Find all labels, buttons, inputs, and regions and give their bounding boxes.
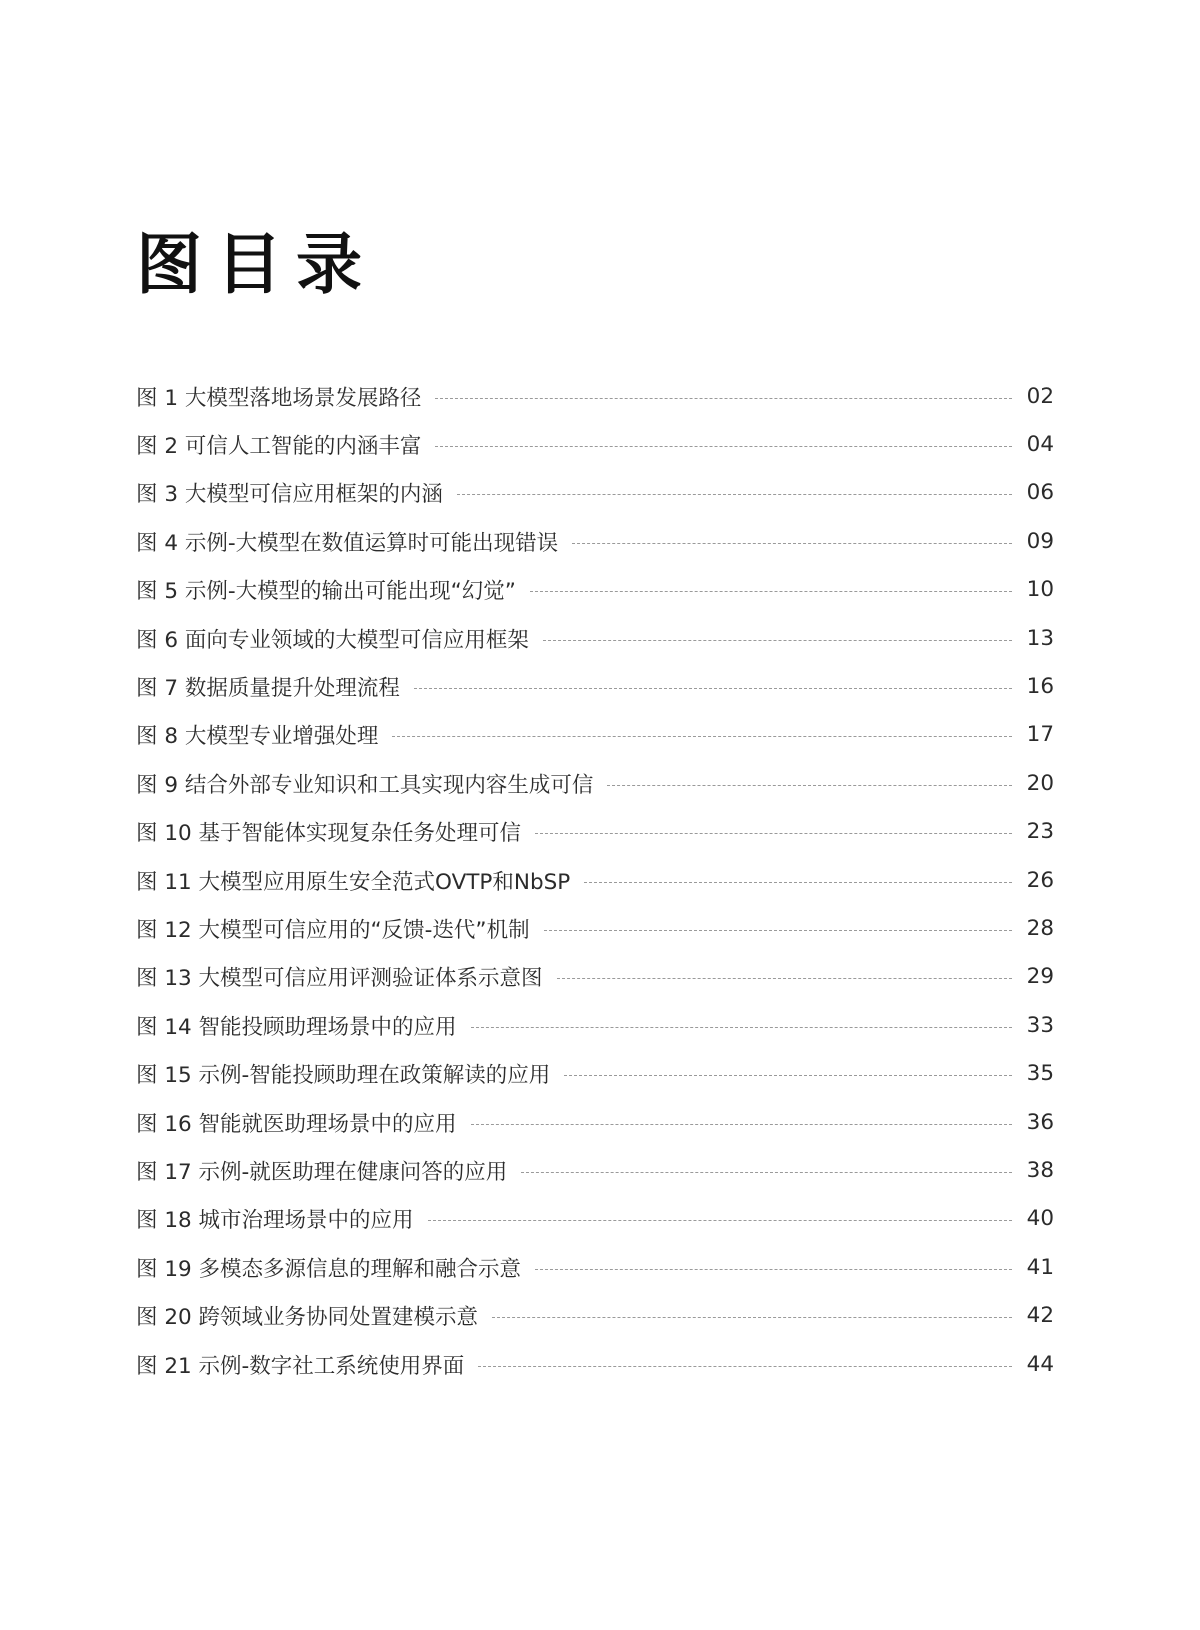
toc-entry[interactable] bbox=[136, 711, 1054, 759]
entry-page-number: 40 bbox=[1026, 1206, 1054, 1232]
entry-page-number: 33 bbox=[1026, 1012, 1054, 1038]
dotted-leader bbox=[584, 882, 1012, 883]
entry-label: 图 15 示例-智能投顾助理在政策解读的应用 bbox=[136, 1063, 551, 1089]
entry-page-number: 42 bbox=[1026, 1303, 1054, 1329]
entry-page-number: 13 bbox=[1026, 625, 1054, 651]
dotted-leader bbox=[435, 446, 1012, 447]
toc-entry[interactable] bbox=[136, 808, 1054, 856]
dotted-leader bbox=[543, 640, 1012, 641]
dotted-leader bbox=[544, 930, 1012, 931]
toc-entry[interactable] bbox=[136, 856, 1054, 904]
toc-entry[interactable] bbox=[136, 1243, 1054, 1291]
dotted-leader bbox=[564, 1075, 1012, 1076]
dotted-leader bbox=[530, 591, 1012, 592]
entry-page-number: 20 bbox=[1026, 770, 1054, 796]
entry-label: 图 21 示例-数字社工系统使用界面 bbox=[136, 1353, 465, 1379]
entry-label: 图 1 大模型落地场景发展路径 bbox=[136, 385, 422, 411]
entry-page-number: 35 bbox=[1026, 1061, 1054, 1087]
entry-label: 图 8 大模型专业增强处理 bbox=[136, 724, 379, 750]
entry-label: 图 7 数据质量提升处理流程 bbox=[136, 676, 400, 702]
toc-entry[interactable] bbox=[136, 953, 1054, 1001]
entry-page-number: 44 bbox=[1026, 1351, 1054, 1377]
dotted-leader bbox=[607, 785, 1012, 786]
toc-entry[interactable] bbox=[136, 566, 1054, 614]
entry-page-number: 09 bbox=[1026, 528, 1054, 554]
entry-label: 图 18 城市治理场景中的应用 bbox=[136, 1208, 414, 1234]
toc-entry[interactable] bbox=[136, 1195, 1054, 1243]
page-title: 图目录 bbox=[136, 226, 376, 303]
toc-entry[interactable] bbox=[136, 1146, 1054, 1194]
toc-entry[interactable] bbox=[136, 662, 1054, 710]
entry-label: 图 10 基于智能体实现复杂任务处理可信 bbox=[136, 821, 522, 847]
entry-page-number: 26 bbox=[1026, 867, 1054, 893]
entry-page-number: 38 bbox=[1026, 1157, 1054, 1183]
dotted-leader bbox=[557, 978, 1012, 979]
entry-label: 图 4 示例-大模型在数值运算时可能出现错误 bbox=[136, 530, 559, 556]
entry-page-number: 23 bbox=[1026, 819, 1054, 845]
figure-list bbox=[136, 372, 1054, 1388]
toc-entry[interactable] bbox=[136, 469, 1054, 517]
entry-page-number: 06 bbox=[1026, 480, 1054, 506]
entry-page-number: 41 bbox=[1026, 1254, 1054, 1280]
entry-page-number: 29 bbox=[1026, 964, 1054, 990]
toc-entry[interactable] bbox=[136, 759, 1054, 807]
entry-page-number: 28 bbox=[1026, 915, 1054, 941]
dotted-leader bbox=[535, 1269, 1012, 1270]
toc-entry[interactable] bbox=[136, 614, 1054, 662]
dotted-leader bbox=[428, 1220, 1012, 1221]
entry-label: 图 2 可信人工智能的内涵丰富 bbox=[136, 434, 422, 460]
entry-label: 图 19 多模态多源信息的理解和融合示意 bbox=[136, 1256, 522, 1282]
entry-page-number: 17 bbox=[1026, 722, 1054, 748]
entry-label: 图 11 大模型应用原生安全范式OVTP和NbSP bbox=[136, 869, 571, 895]
dotted-leader bbox=[492, 1317, 1012, 1318]
entry-label: 图 5 示例-大模型的输出可能出现“幻觉” bbox=[136, 579, 516, 605]
entry-label: 图 3 大模型可信应用框架的内涵 bbox=[136, 482, 443, 508]
entry-label: 图 16 智能就医助理场景中的应用 bbox=[136, 1111, 457, 1137]
toc-entry[interactable] bbox=[136, 1340, 1054, 1388]
dotted-leader bbox=[521, 1172, 1012, 1173]
dotted-leader bbox=[392, 736, 1012, 737]
dotted-leader bbox=[471, 1124, 1012, 1125]
dotted-leader bbox=[572, 543, 1012, 544]
toc-entry[interactable] bbox=[136, 1049, 1054, 1097]
entry-label: 图 13 大模型可信应用评测验证体系示意图 bbox=[136, 966, 543, 992]
entry-label: 图 12 大模型可信应用的“反馈-迭代”机制 bbox=[136, 917, 530, 943]
dotted-leader bbox=[478, 1366, 1012, 1367]
entry-label: 图 17 示例-就医助理在健康问答的应用 bbox=[136, 1159, 508, 1185]
toc-entry[interactable] bbox=[136, 904, 1054, 952]
toc-entry[interactable] bbox=[136, 1291, 1054, 1339]
entry-page-number: 02 bbox=[1026, 383, 1054, 409]
dotted-leader bbox=[457, 494, 1012, 495]
toc-entry[interactable] bbox=[136, 1098, 1054, 1146]
toc-entry[interactable] bbox=[136, 1001, 1054, 1049]
dotted-leader bbox=[535, 833, 1012, 834]
entry-label: 图 14 智能投顾助理场景中的应用 bbox=[136, 1014, 457, 1040]
entry-page-number: 10 bbox=[1026, 577, 1054, 603]
entry-label: 图 20 跨领域业务协同处置建模示意 bbox=[136, 1305, 479, 1331]
entry-page-number: 16 bbox=[1026, 674, 1054, 700]
dotted-leader bbox=[471, 1027, 1012, 1028]
toc-entry[interactable] bbox=[136, 420, 1054, 468]
entry-label: 图 9 结合外部专业知识和工具实现内容生成可信 bbox=[136, 772, 594, 798]
entry-label: 图 6 面向专业领域的大模型可信应用框架 bbox=[136, 627, 529, 653]
entry-page-number: 36 bbox=[1026, 1109, 1054, 1135]
dotted-leader bbox=[414, 688, 1012, 689]
entry-page-number: 04 bbox=[1026, 432, 1054, 458]
dotted-leader bbox=[435, 398, 1012, 399]
toc-entry[interactable] bbox=[136, 517, 1054, 565]
toc-entry[interactable] bbox=[136, 372, 1054, 420]
